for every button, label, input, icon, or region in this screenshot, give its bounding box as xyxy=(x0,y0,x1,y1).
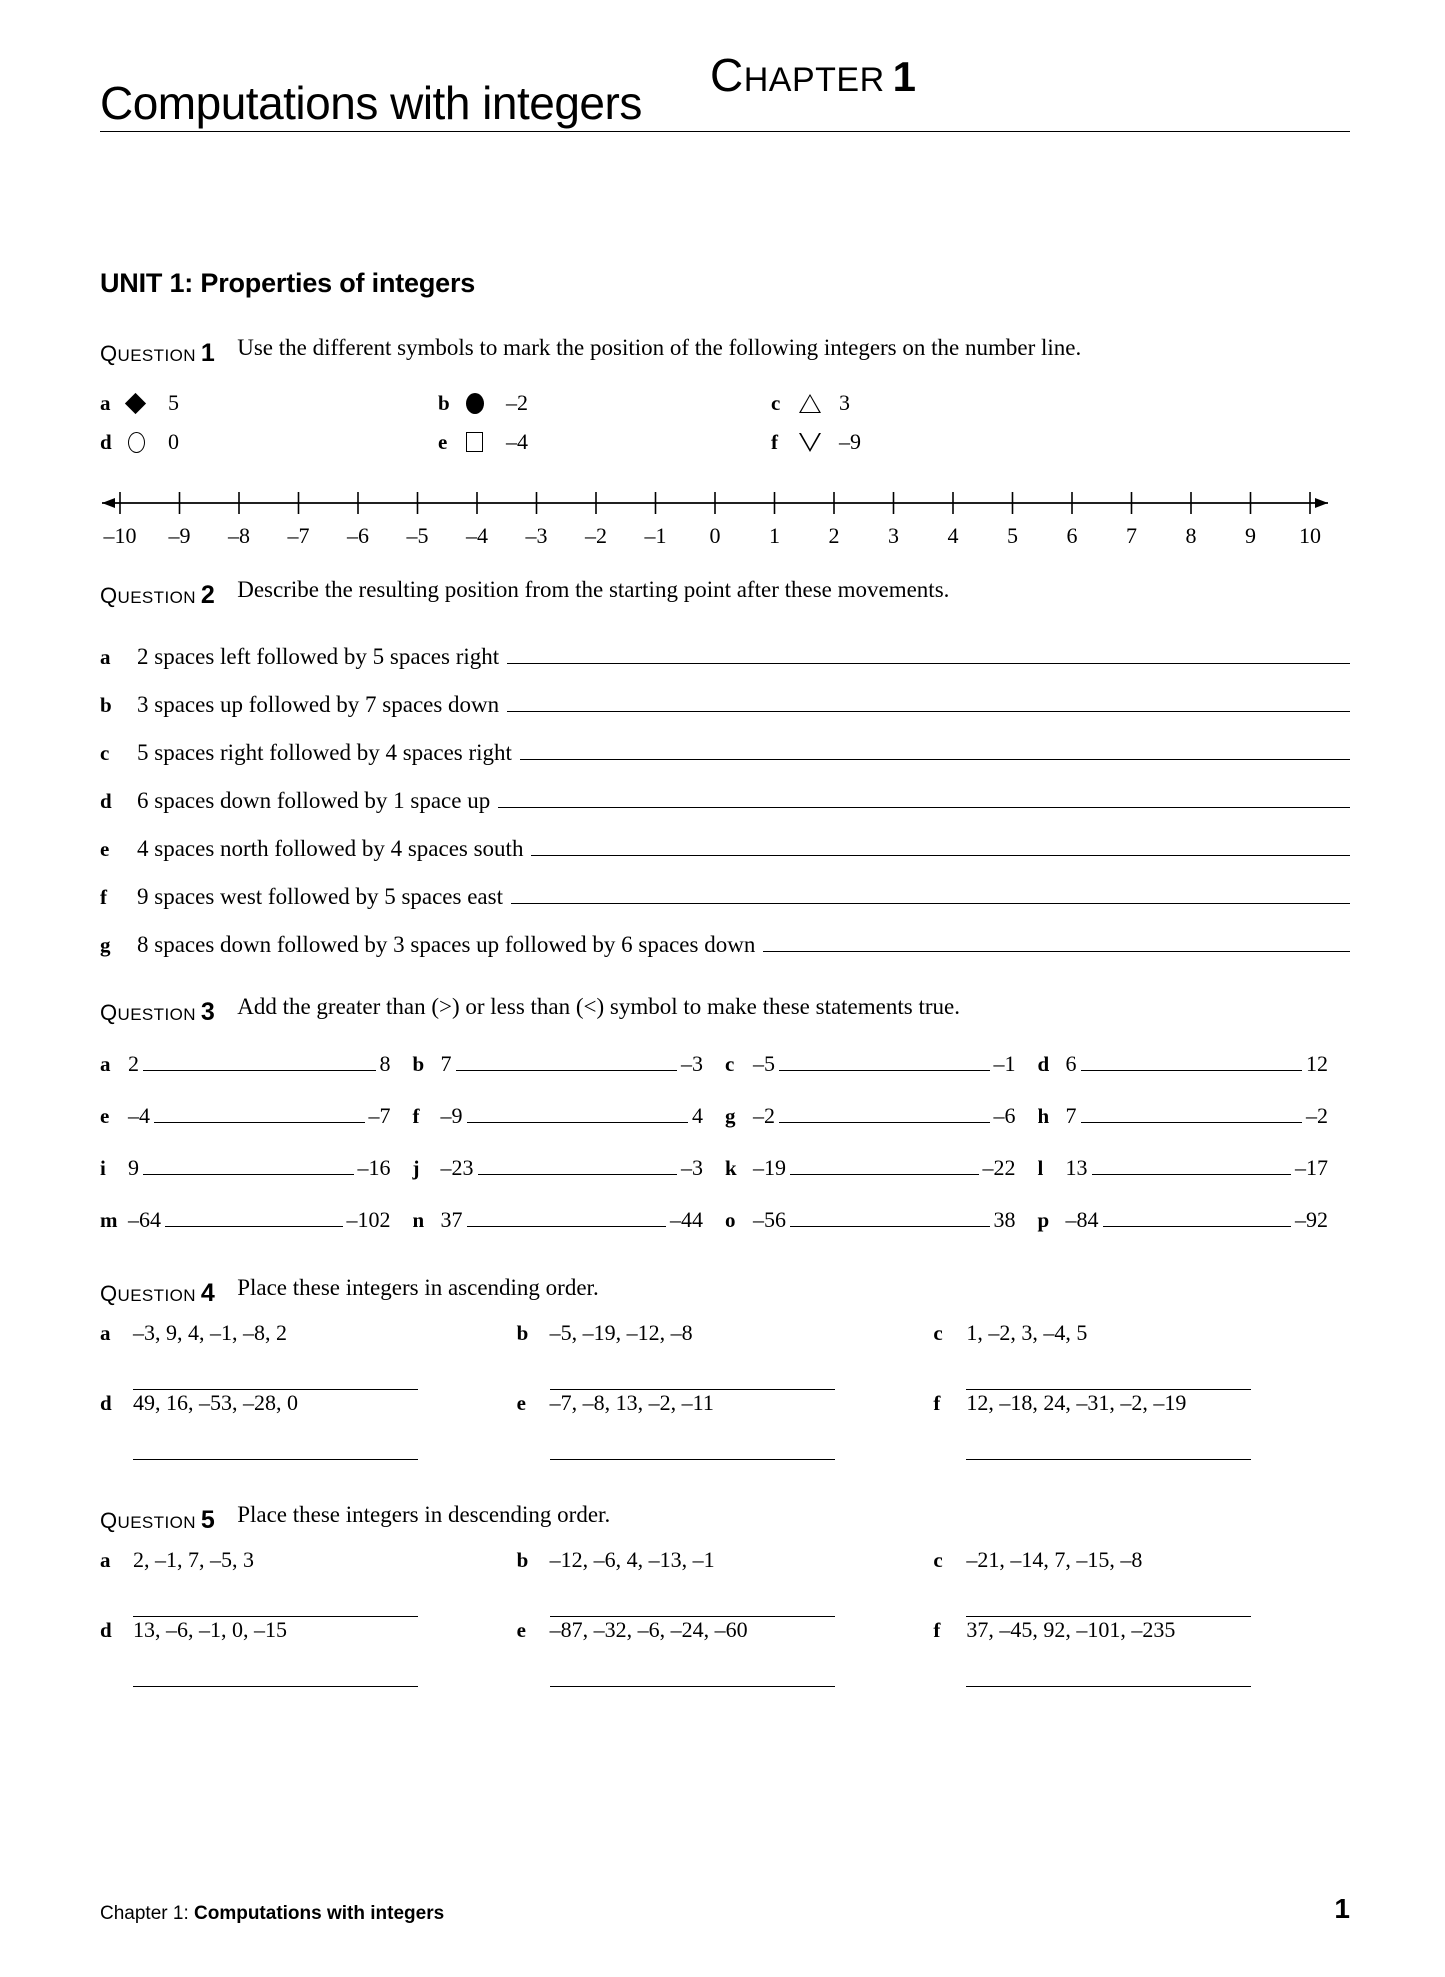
answer-blank[interactable] xyxy=(966,1458,1251,1460)
item-letter: f xyxy=(100,885,107,909)
item-text: 8 spaces down followed by 3 spaces up followed by 6 spaces down xyxy=(137,932,756,957)
question-3-label xyxy=(100,992,215,1027)
item-text: 9 spaces west followed by 5 spaces east xyxy=(137,884,503,909)
question-3-block xyxy=(100,992,1350,1027)
page-footer xyxy=(100,1893,1350,1925)
integer-list: –21, –14, 7, –15, –8 xyxy=(966,1547,1143,1572)
right-operand: 8 xyxy=(379,1051,391,1076)
symbol-letter: c xyxy=(771,390,781,415)
question-1-number: 1 xyxy=(200,339,216,367)
comparison-blank[interactable] xyxy=(467,1109,689,1123)
number-line-tick-label: –1 xyxy=(644,523,667,548)
answer-blank[interactable] xyxy=(498,792,1350,808)
answer-blank[interactable] xyxy=(507,696,1350,712)
item-letter: a xyxy=(100,645,111,669)
number-line-tick-label: –7 xyxy=(287,523,310,548)
question-3-grid xyxy=(100,1051,1350,1233)
right-operand: –22 xyxy=(982,1155,1016,1180)
comparison-item xyxy=(100,1207,413,1233)
question-2-label-cap: Q xyxy=(100,583,118,608)
comparison-blank[interactable] xyxy=(456,1057,678,1071)
list-item xyxy=(100,788,1350,814)
answer-blank[interactable] xyxy=(133,1685,418,1687)
comparison-blank[interactable] xyxy=(154,1109,365,1123)
comparison-item xyxy=(413,1103,726,1129)
right-operand: –17 xyxy=(1295,1155,1328,1180)
integer-list: 2, –1, 7, –5, 3 xyxy=(133,1547,254,1572)
comparison-item xyxy=(725,1103,1038,1129)
question-2-prompt: Describe the resulting position from the starting point after these movements. xyxy=(237,577,950,602)
number-line-tick-label: –2 xyxy=(585,523,607,548)
integer-list: –12, –6, 4, –13, –1 xyxy=(549,1547,715,1572)
symbol-value: 5 xyxy=(168,390,179,415)
list-item xyxy=(100,644,1350,670)
comparison-blank[interactable] xyxy=(478,1161,678,1175)
answer-blank[interactable] xyxy=(550,1685,835,1687)
comparison-blank[interactable] xyxy=(779,1109,990,1123)
answer-blank[interactable] xyxy=(511,888,1350,904)
item-letter: g xyxy=(725,1104,736,1128)
order-item xyxy=(517,1617,934,1687)
order-item xyxy=(933,1320,1350,1390)
symbol-item-f xyxy=(771,429,1350,455)
item-letter: f xyxy=(933,1391,941,1415)
item-letter: h xyxy=(1037,1104,1050,1128)
left-operand: –23 xyxy=(440,1155,474,1180)
comparison-item xyxy=(725,1155,1038,1181)
number-line-tick-label: 7 xyxy=(1126,523,1137,548)
integer-list: 1, –2, 3, –4, 5 xyxy=(966,1320,1088,1345)
item-letter: e xyxy=(516,1618,526,1642)
question-4-prompt: Place these integers in ascending order. xyxy=(237,1275,599,1300)
question-4-block xyxy=(100,1273,1350,1308)
item-letter: e xyxy=(516,1391,526,1415)
answer-blank[interactable] xyxy=(550,1458,835,1460)
right-operand: –6 xyxy=(993,1103,1016,1128)
number-line-tick-label: 10 xyxy=(1299,523,1321,548)
number-line-tick-label: –9 xyxy=(168,523,191,548)
right-operand: –16 xyxy=(357,1155,391,1180)
unit-heading: UNIT 1: Properties of integers xyxy=(100,268,476,298)
symbol-item-b xyxy=(438,390,771,416)
item-letter: e xyxy=(100,837,110,861)
order-item xyxy=(517,1547,934,1617)
right-operand: 4 xyxy=(692,1103,703,1128)
integer-list: 49, 16, –53, –28, 0 xyxy=(133,1390,298,1415)
symbol-value: –4 xyxy=(506,429,528,454)
number-line-tick-label: –3 xyxy=(525,523,548,548)
symbol-value: –9 xyxy=(839,429,861,454)
question-2-label xyxy=(100,575,215,610)
comparison-item xyxy=(100,1103,413,1129)
integer-list: –5, –19, –12, –8 xyxy=(549,1320,693,1345)
symbol-letter: d xyxy=(100,429,112,454)
circle-open-icon xyxy=(128,432,168,453)
item-letter: p xyxy=(1037,1208,1050,1232)
right-operand: –3 xyxy=(681,1155,703,1180)
left-operand: 37 xyxy=(440,1207,463,1232)
chapter-label xyxy=(710,48,916,102)
order-item xyxy=(933,1547,1350,1617)
question-4-label-rest: UESTION xyxy=(117,1286,196,1305)
right-operand: 38 xyxy=(993,1207,1016,1232)
item-text: 2 spaces left followed by 5 spaces right xyxy=(137,644,500,669)
comparison-item xyxy=(1038,1207,1351,1233)
chapter-header xyxy=(100,0,1350,129)
question-2-list xyxy=(100,644,1350,958)
comparison-item xyxy=(100,1155,413,1181)
item-letter: d xyxy=(1037,1052,1050,1076)
item-letter: d xyxy=(100,1618,112,1642)
question-5-label xyxy=(100,1500,215,1535)
number-line-tick-label: 3 xyxy=(888,523,899,548)
comparison-blank[interactable] xyxy=(1103,1213,1292,1227)
number-line-tick-label: 4 xyxy=(947,523,959,548)
item-letter: b xyxy=(516,1548,529,1572)
item-letter: g xyxy=(100,933,111,957)
question-3-prompt: Add the greater than (>) or less than (<) symbol to make these statements true. xyxy=(237,994,960,1019)
item-letter: b xyxy=(100,693,112,717)
integer-list: –87, –32, –6, –24, –60 xyxy=(549,1617,748,1642)
left-operand: –19 xyxy=(753,1155,786,1180)
page-number: 1 xyxy=(1334,1893,1350,1924)
question-3-label-rest: UESTION xyxy=(117,1005,196,1024)
item-letter: i xyxy=(100,1156,106,1180)
item-letter: c xyxy=(933,1548,943,1572)
symbol-value: 3 xyxy=(839,390,850,415)
item-letter: c xyxy=(100,741,110,765)
answer-blank[interactable] xyxy=(507,648,1350,664)
comparison-blank[interactable] xyxy=(143,1161,354,1175)
comparison-item xyxy=(725,1051,1038,1077)
integer-list: 12, –18, 24, –31, –2, –19 xyxy=(966,1390,1187,1415)
order-item xyxy=(100,1390,517,1460)
number-line-tick-label: –5 xyxy=(406,523,429,548)
right-operand: –44 xyxy=(670,1207,703,1232)
item-letter: n xyxy=(412,1208,425,1232)
order-item xyxy=(100,1547,517,1617)
footer-prefix: Chapter 1: xyxy=(100,1903,194,1924)
page-content xyxy=(100,0,1350,1687)
question-2-block xyxy=(100,575,1350,610)
item-letter: k xyxy=(725,1156,737,1180)
right-operand: –102 xyxy=(346,1207,391,1232)
comparison-item xyxy=(725,1207,1038,1233)
footer-title: Computations with integers xyxy=(194,1903,445,1924)
left-operand: –56 xyxy=(753,1207,786,1232)
question-4-number: 4 xyxy=(200,1279,216,1307)
comparison-item xyxy=(1038,1103,1351,1129)
comparison-item xyxy=(413,1207,726,1233)
item-letter: a xyxy=(100,1548,111,1572)
item-letter: b xyxy=(516,1321,529,1345)
item-text: 4 spaces north followed by 4 spaces south xyxy=(137,836,524,861)
question-1-label-rest: UESTION xyxy=(117,346,196,365)
number-line-tick-label: –6 xyxy=(347,523,369,548)
item-letter: l xyxy=(1037,1156,1044,1180)
item-letter: f xyxy=(933,1618,941,1642)
list-item xyxy=(100,884,1350,910)
right-operand: –1 xyxy=(993,1051,1016,1076)
item-letter: c xyxy=(933,1321,943,1345)
number-line-tick-label: –8 xyxy=(228,523,250,548)
circle-filled-icon xyxy=(466,393,506,414)
number-line-tick-label: 9 xyxy=(1245,523,1256,548)
question-2-label-rest: UESTION xyxy=(117,588,196,607)
number-line-tick-label: 1 xyxy=(769,523,780,548)
item-text: 6 spaces down followed by 1 space up xyxy=(137,788,491,813)
left-operand: 7 xyxy=(440,1051,452,1076)
diamond-filled-icon xyxy=(128,396,168,411)
list-item xyxy=(100,740,1350,766)
comparison-blank[interactable] xyxy=(779,1057,990,1071)
question-5-number: 5 xyxy=(200,1506,216,1534)
answer-blank[interactable] xyxy=(133,1458,418,1460)
right-operand: –7 xyxy=(368,1103,391,1128)
left-operand: 13 xyxy=(1065,1155,1088,1180)
question-1-label xyxy=(100,333,215,368)
number-line-tick-label: 5 xyxy=(1007,523,1018,548)
comparison-blank[interactable] xyxy=(165,1213,343,1227)
question-5-label-cap: Q xyxy=(100,1508,118,1533)
answer-blank[interactable] xyxy=(966,1685,1251,1687)
left-operand: –4 xyxy=(128,1103,150,1128)
left-operand: 7 xyxy=(1065,1103,1077,1128)
page-title: Computations with integers xyxy=(100,77,642,129)
list-item xyxy=(100,692,1350,718)
order-item xyxy=(933,1390,1350,1460)
comparison-blank[interactable] xyxy=(143,1057,376,1071)
chapter-label-rest: HAPTER xyxy=(743,61,885,99)
comparison-blank[interactable] xyxy=(1081,1057,1303,1071)
symbol-letter: e xyxy=(438,429,448,454)
symbol-item-e xyxy=(438,429,771,455)
comparison-blank[interactable] xyxy=(790,1161,979,1175)
item-text: 5 spaces right followed by 4 spaces right xyxy=(137,740,512,765)
chapter-number: 1 xyxy=(892,53,917,100)
question-3-number: 3 xyxy=(200,998,216,1026)
item-letter: o xyxy=(725,1208,736,1232)
question-5-block xyxy=(100,1500,1350,1535)
question-5-grid xyxy=(100,1547,1350,1687)
number-line-tick-label: 8 xyxy=(1185,523,1197,548)
right-operand: 12 xyxy=(1306,1051,1328,1076)
number-line-tick-label: 0 xyxy=(709,523,721,548)
integer-list: –3, 9, 4, –1, –8, 2 xyxy=(133,1320,287,1345)
triangle-up-icon xyxy=(799,394,839,413)
item-letter: b xyxy=(412,1052,425,1076)
symbol-item-c xyxy=(771,390,1350,416)
left-operand: –64 xyxy=(128,1207,161,1232)
comparison-blank[interactable] xyxy=(1081,1109,1303,1123)
item-letter: f xyxy=(412,1104,420,1128)
answer-blank[interactable] xyxy=(763,936,1350,952)
item-letter: m xyxy=(100,1208,118,1232)
chapter-label-cap: C xyxy=(710,49,744,101)
symbol-item-a xyxy=(100,390,438,416)
comparison-item xyxy=(1038,1051,1351,1077)
question-4-grid xyxy=(100,1320,1350,1460)
answer-blank[interactable] xyxy=(520,744,1350,760)
item-letter: j xyxy=(412,1156,420,1180)
order-item xyxy=(933,1617,1350,1687)
list-item xyxy=(100,836,1350,862)
comparison-item xyxy=(413,1155,726,1181)
left-operand: –2 xyxy=(753,1103,775,1128)
footer-caption xyxy=(100,1903,444,1925)
question-5-prompt: Place these integers in descending order. xyxy=(237,1502,611,1527)
left-operand: –84 xyxy=(1065,1207,1099,1232)
question-2-number: 2 xyxy=(200,581,216,609)
square-open-icon xyxy=(466,432,506,452)
order-item xyxy=(517,1390,934,1460)
comparison-blank[interactable] xyxy=(790,1213,990,1227)
comparison-blank[interactable] xyxy=(467,1213,667,1227)
right-operand: –3 xyxy=(681,1051,703,1076)
comparison-item xyxy=(1038,1155,1351,1181)
number-line-tick-label: 2 xyxy=(828,523,840,548)
left-operand: 2 xyxy=(128,1051,139,1076)
item-letter: d xyxy=(100,1391,112,1415)
symbol-value: 0 xyxy=(168,429,179,454)
question-4-label xyxy=(100,1273,215,1308)
left-operand: –9 xyxy=(440,1103,463,1128)
question-3-label-cap: Q xyxy=(100,1000,118,1025)
question-1-symbol-grid xyxy=(100,390,1350,455)
question-4-label-cap: Q xyxy=(100,1281,118,1306)
integer-list: –7, –8, 13, –2, –11 xyxy=(549,1390,714,1415)
comparison-blank[interactable] xyxy=(1092,1161,1292,1175)
left-operand: 6 xyxy=(1065,1051,1077,1076)
answer-blank[interactable] xyxy=(531,840,1350,856)
number-line xyxy=(100,481,1350,553)
item-letter: a xyxy=(100,1321,111,1345)
symbol-item-d xyxy=(100,429,438,455)
item-letter: e xyxy=(100,1104,110,1128)
header-divider xyxy=(100,131,1350,132)
item-text: 3 spaces up followed by 7 spaces down xyxy=(137,692,500,717)
item-letter: a xyxy=(100,1052,111,1076)
left-operand: –5 xyxy=(753,1051,775,1076)
symbol-value: –2 xyxy=(506,390,528,415)
question-5-label-rest: UESTION xyxy=(117,1513,196,1532)
question-1-prompt: Use the different symbols to mark the position of the following integers on the number line. xyxy=(237,335,1082,360)
integer-list: 13, –6, –1, 0, –15 xyxy=(133,1617,287,1642)
symbol-letter: a xyxy=(100,390,111,415)
item-letter: d xyxy=(100,789,112,813)
order-item xyxy=(100,1320,517,1390)
triangle-down-icon xyxy=(799,433,839,452)
left-operand: 9 xyxy=(128,1155,139,1180)
order-item xyxy=(517,1320,934,1390)
number-line-tick-label: 6 xyxy=(1066,523,1078,548)
comparison-item xyxy=(413,1051,726,1077)
order-item xyxy=(100,1617,517,1687)
integer-list: 37, –45, 92, –101, –235 xyxy=(966,1617,1176,1642)
list-item xyxy=(100,932,1350,958)
number-line-tick-label: –4 xyxy=(466,523,488,548)
number-line-tick-label: –10 xyxy=(103,523,137,548)
symbol-letter: f xyxy=(771,429,778,454)
item-letter: c xyxy=(725,1052,735,1076)
right-operand: –92 xyxy=(1295,1207,1328,1232)
number-line-svg xyxy=(100,481,1350,553)
symbol-letter: b xyxy=(438,390,450,415)
right-operand: –2 xyxy=(1306,1103,1328,1128)
comparison-item xyxy=(100,1051,413,1077)
question-1-label-cap: Q xyxy=(100,341,118,366)
question-1-block xyxy=(100,333,1350,368)
